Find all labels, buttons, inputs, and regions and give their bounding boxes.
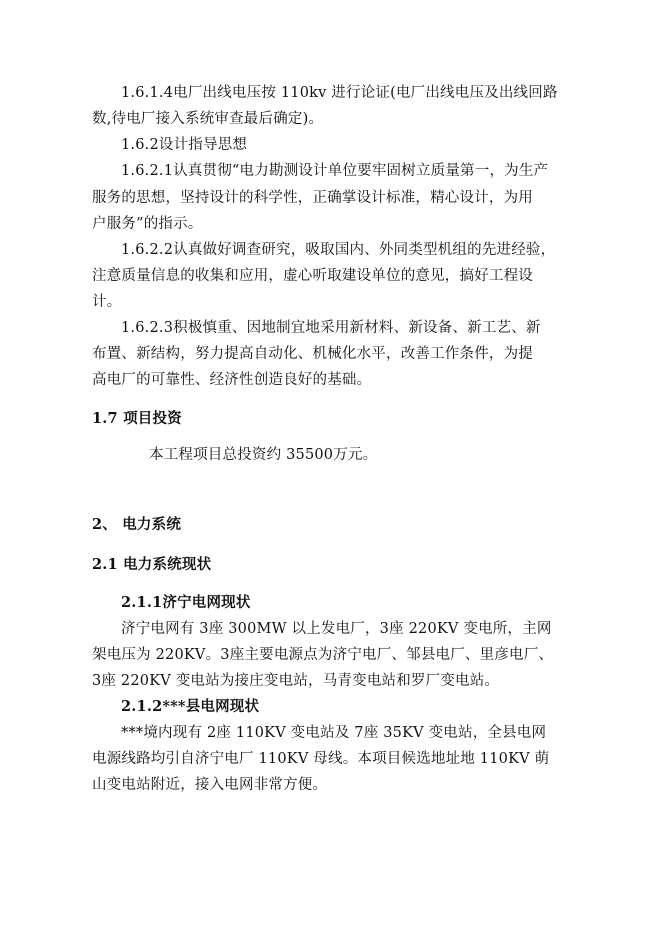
para-1-6-2-2-line-1: 1.6.2.2认真做好调查研究，吸取国内、外同类型机组的先进经验， <box>121 242 556 258</box>
para-2-1-1-line-1: 济宁电网有 3座 300MW 以上发电厂，3座 220KV 变电所，主网 <box>121 621 552 637</box>
para-1-6-2-1-line-2: 服务的思想，坚持设计的科学性，正确掌设计标准，精心设计，为用 <box>92 190 533 206</box>
para-1-6-2-1-line-1: 1.6.2.1认真贯彻“电力勘测设计单位要牢固树立质量第一，为生产 <box>121 163 549 179</box>
heading-2: 2、 电力系统 <box>92 516 182 533</box>
para-2-1-2-line-2: 电源线路均引自济宁电厂 110KV 母线。本项目候选地址地 110KV 萌 <box>92 751 550 767</box>
heading-1-6-2: 1.6.2设计指导思想 <box>121 137 248 153</box>
para-1-6-1-4-line-2: 数,待电厂接入系统审查最后确定)。 <box>92 111 324 127</box>
heading-2-1: 2.1 电力系统现状 <box>92 556 212 573</box>
para-2-1-2-line-3: 山变电站附近，接入电网非常方便。 <box>92 777 328 793</box>
para-1-6-2-2-line-2: 注意质量信息的收集和应用，虚心听取建设单位的意见，搞好工程设 <box>92 268 533 284</box>
para-1-6-2-2-line-3: 计。 <box>92 294 122 310</box>
para-1-6-2-3-line-2: 布置、新结构，努力提高自动化、机械化水平，改善工作条件，为提 <box>92 346 533 362</box>
para-1-6-2-3-line-3: 高电厂的可靠性、经济性创造良好的基础。 <box>92 372 372 388</box>
para-2-1-2-line-1: ***境内现有 2座 110KV 变电站及 7座 35KV 变电站，全县电网 <box>121 725 547 741</box>
para-1-6-1-4-line-1: 1.6.1.4电厂出线电压按 110kv 进行论证(电厂出线电压及出线回路 <box>121 85 558 101</box>
para-2-1-1-line-2: 架电压为 220KV。3座主要电源点为济宁电厂、邹县电厂、里彦电厂、 <box>92 647 554 663</box>
heading-2-1-1: 2.1.1济宁电网现状 <box>121 594 251 611</box>
heading-2-1-2: 2.1.2***县电网现状 <box>121 698 260 715</box>
para-1-6-2-1-line-3: 户服务”的指示。 <box>92 216 203 232</box>
investment-text: 本工程项目总投资约 35500万元。 <box>149 447 378 463</box>
para-2-1-1-line-3: 3座 220KV 变电站为接庄变电站，马青变电站和罗厂变电站。 <box>92 673 500 689</box>
heading-1-7: 1.7 项目投资 <box>92 410 182 427</box>
para-1-6-2-3-line-1: 1.6.2.3积极慎重、因地制宜地采用新材料、新设备、新工艺、新 <box>121 320 541 336</box>
